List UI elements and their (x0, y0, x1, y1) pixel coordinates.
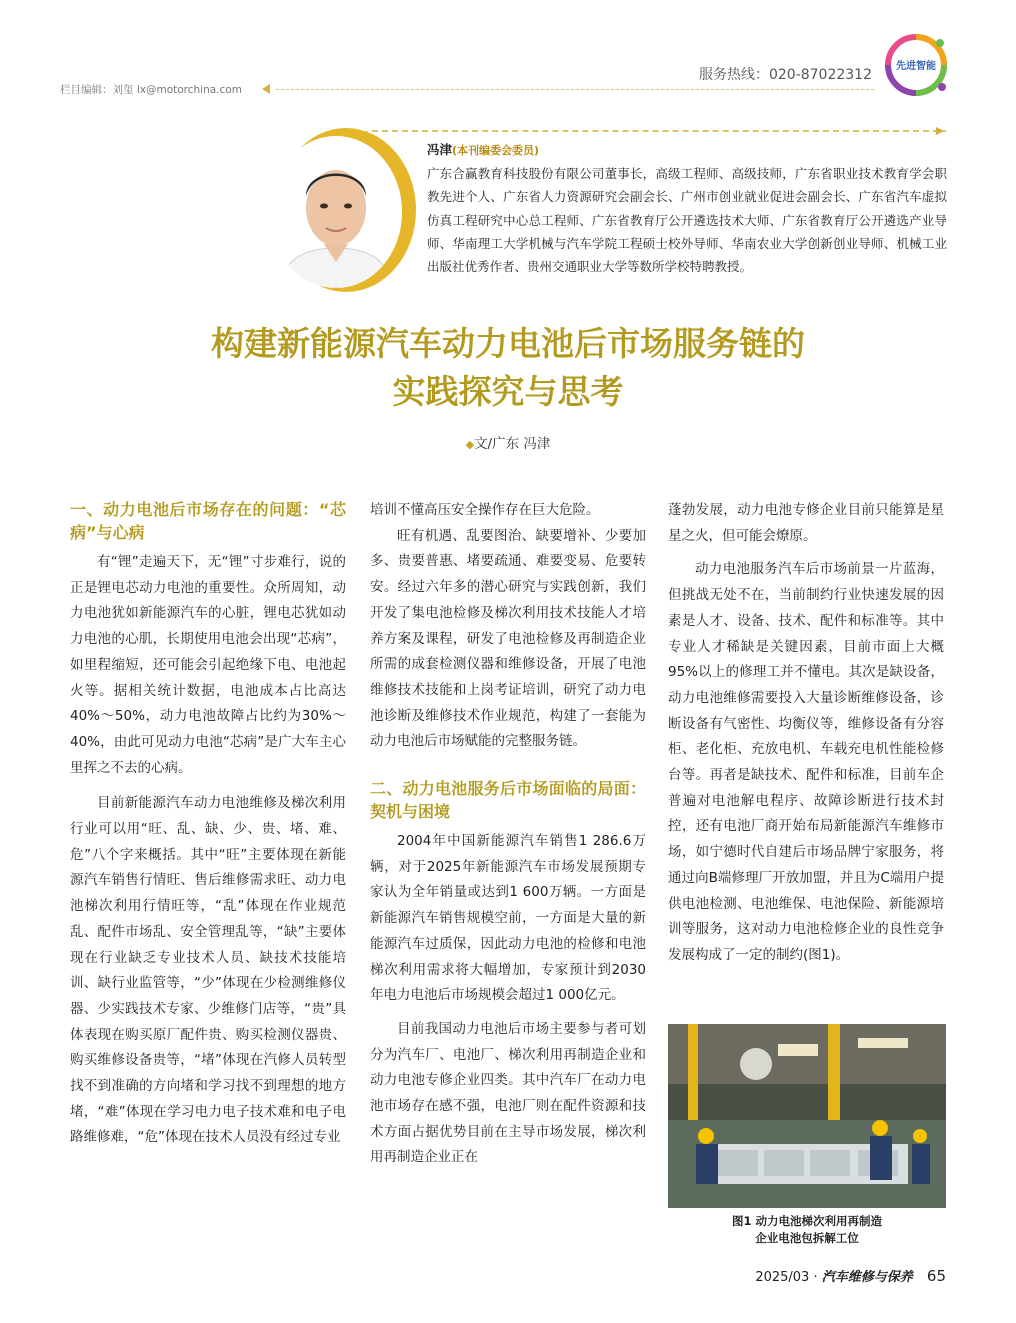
author-name: 冯津 (427, 142, 453, 157)
author-name-line (427, 140, 539, 158)
paragraph: 旺有机遇、乱要图治、缺要增补、少要加多、贵要普惠、堵要疏通、难要变易、危要转安。经过六年多的潜心研究与实践创新，我们开发了集电池检修及梯次利用技术技能人才培养方案及课程，研发了电池检修及再制造企业所需的成套检测仪器和维修设备，开展了电池维修技术技能和上岗考证培训，研究了动力电池诊断及维修技术作业规范，构建了一套能为动力电池后市场赋能的完整服务链。 (370, 527, 646, 750)
caption-line-2: 企业电池包拆解工位 (755, 1231, 859, 1245)
byline-text: 文/广东 冯津 (474, 436, 551, 452)
column-badge-logo (882, 33, 950, 97)
page-footer (600, 1266, 946, 1285)
column-3 (668, 498, 944, 969)
section-heading-2: 二、动力电池服务后市场面临的局面：契机与困境 (370, 779, 646, 822)
byline-diamond-icon: ◆ (465, 438, 475, 451)
footer-separator: · (813, 1270, 818, 1285)
title-line-2: 实践探究与思考 (392, 372, 624, 411)
title-line-1: 构建新能源汽车动力电池后市场服务链的 (211, 324, 805, 363)
paragraph: 培训不懂高压安全操作存在巨大危险。 (370, 502, 600, 518)
editor-arrow-icon (262, 84, 270, 94)
column-1 (70, 498, 346, 1151)
column-editor: 栏目编辑：刘玺 lx@motorchina.com (60, 84, 242, 96)
paragraph: 2004年中国新能源汽车销售1 286.6万辆，对于2025年新能源汽车市场发展预期专家认为全年销量或达到1 600万辆。一方面是新能源汽车销售规模空前，一方面是大量的新能源汽车过质保，因此动力电池的检修和电池梯次利用需求将大幅增加，专家预计到2030年电力电池后市场规模会超过1 000亿元。 (370, 833, 646, 1004)
author-role: (本刊编委会委员) (452, 144, 540, 157)
section-heading-1: 一、动力电池后市场存在的问题：“芯病”与心病 (70, 500, 346, 542)
paragraph: 目前新能源汽车动力电池维修及梯次利用行业可以用“旺、乱、缺、少、贵、堵、难、危”八个字来概括。其中“旺”主要体现在新能源汽车销售行情旺、售后维修需求旺、动力电池梯次利用行情旺等，“乱”体现在作业规范乱、配件市场乱、安全管理乱等，“缺”主要体现在行业缺乏专业技术人员、缺技术技能培训、缺行业监管等，“少”体现在少检测维修仪器、少实践技术专家、少维修门店等，“贵”具体表现在购买原厂配件贵、购买检测仪器贵、购买维修设备贵等，“堵”体现在汽修人员转型找不到准确的方向堵和学习找不到理想的地方堵，“难”体现在学习电力电子技术难和电子电路维修难，“危”体现在技术人员没有经过专业 (70, 795, 346, 1146)
figure-1-photo (668, 1024, 946, 1208)
header-divider (276, 89, 874, 90)
author-bio: 广东合赢教育科技股份有限公司董事长，高级工程师、高级技师，广东省职业技术教育学会职教先进个人、广东省人力资源研究会副会长、广州市创业就业促进会副会长、广东省汽车虚拟仿真工程研究中心总工程师、广东省教育厅公开遴选技术大师、广东省教育厅公开遴选产业导师、华南理工大学机械与汽车学院工程硕士校外导师、华南农业大学创新创业导师、机械工业出版社优秀作者、贵州交通职业大学等数所学校特聘教授。 (427, 166, 947, 275)
column-2 (370, 498, 646, 1171)
page-number: 65 (926, 1267, 946, 1285)
service-hotline: 服务热线：020-87022312 (698, 67, 872, 83)
badge-text: 先进智能 (896, 61, 936, 72)
paragraph: 动力电池服务汽车后市场前景一片蓝海，但挑战无处不在，当前制约行业快速发展的因素是人才、设备、技术、配件和标准等。其中专业人才稀缺是关键因素，目前市面上大概95%以上的修理工并不懂电。其次是缺设备，动力电池维修需要投入大量诊断维修设备，诊断设备有气密性、均衡仪等，维修设备有分容柜、老化柜、充放电机、车载充电机性能检修台等。再者是缺技术、配件和标准，目前车企普遍对电池解电程序、故障诊断进行技术封控，还有电池厂商开始布局新能源汽车维修市场，如宁德时代自建后市场品牌宁家服务，将通过向B端修理厂开放加盟，并且为C端用户提供电池检测、电池维保、电池保险、新能源培训等服务，这对动力电池检修企业的良性竞争发展构成了一定的制约(图1)。 (668, 561, 944, 963)
figure-1-caption (668, 1213, 946, 1247)
caption-line-1: 图1 动力电池梯次利用再制造 (731, 1214, 882, 1228)
paragraph: 蓬勃发展，动力电池专修企业目前只能算是星星之火，但可能会燎原。 (668, 502, 944, 544)
byline (60, 432, 956, 452)
issue-number: 2025/03 (755, 1270, 810, 1285)
paragraph: 目前我国动力电池后市场主要参与者可划分为汽车厂、电池厂、梯次利用再制造企业和动力电池专修企业四类。其中汽车厂在动力电池市场存在感不强，电池厂则在配件资源和技术方面占据优势目前在主导市场发展，梯次利用再制造企业正在 (370, 1020, 646, 1166)
article-title (60, 320, 956, 416)
magazine-name: 汽车维修与保养 (821, 1270, 913, 1285)
frame-corner-icon (936, 127, 944, 135)
paragraph: 有“锂”走遍天下，无“锂”寸步难行，说的正是锂电芯动力电池的重要性。众所周知，动力电池犹如新能源汽车的心脏，锂电芯犹如动力电池的心肌，长期使用电池会出现“芯病”，如里程缩短，还可能会引起绝缘下电、电池起火等。据相关统计数据，电池成本占比高达40%～50%，动力电池故障占比约为30%～40%，由此可见动力电池“芯病”是广大车主心里挥之不去的心病。 (70, 554, 346, 776)
author-photo (270, 136, 402, 288)
